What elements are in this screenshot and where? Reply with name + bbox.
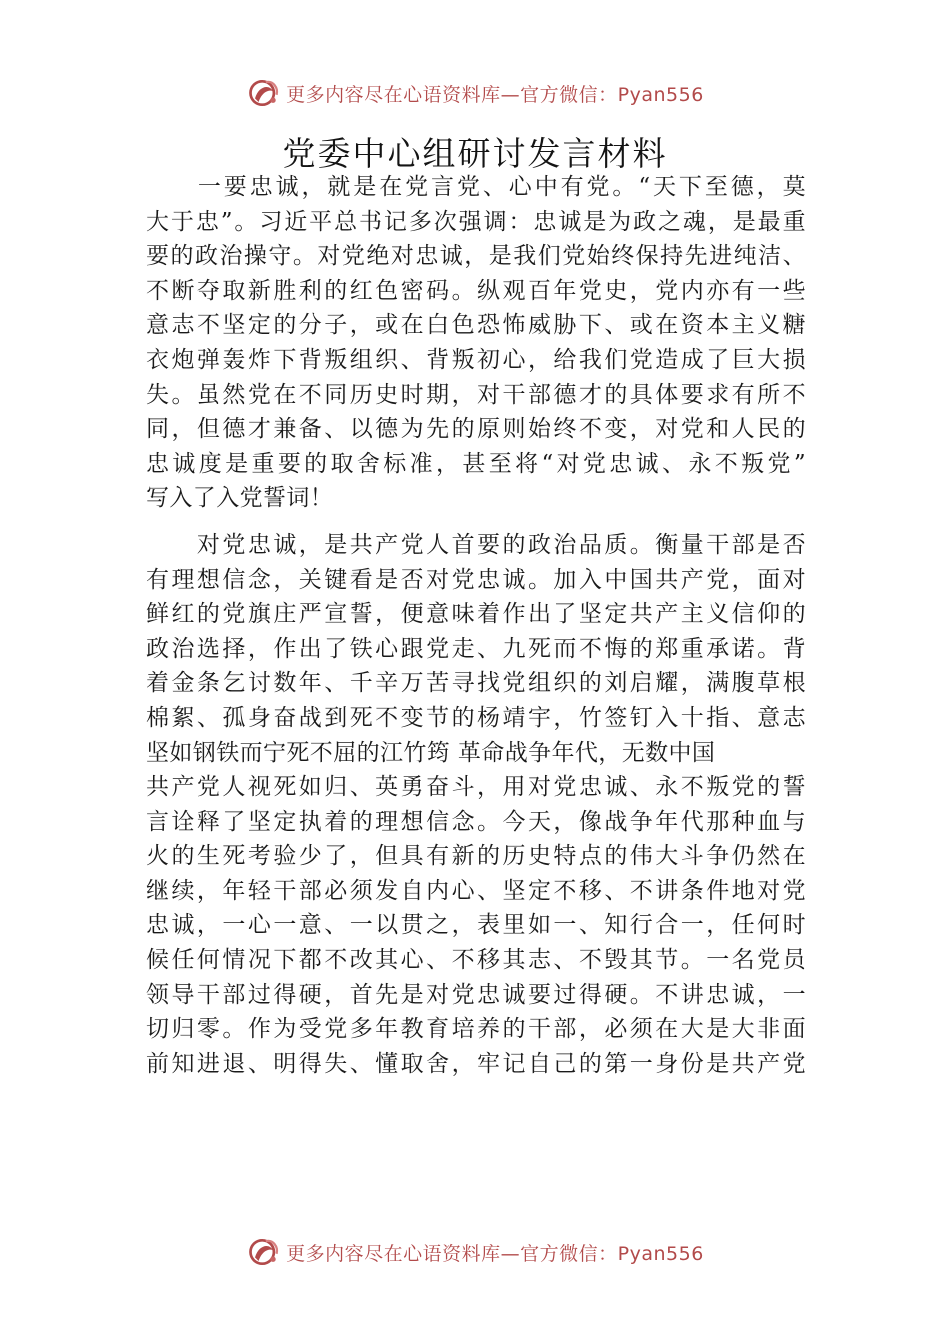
text-line: 继续，年轻干部必须发自内心、坚定不移、不讲条件地对党: [146, 877, 806, 904]
text-line: 言诠释了坚定执着的理想信念。今天，像战争年代那种血与: [146, 808, 806, 835]
text-line: 鲜红的党旗庄严宣誓，便意味着作出了坚定共产主义信仰的: [146, 601, 806, 628]
text-line: 对党忠诚，是共产党人首要的政治品质。衡量干部是否: [146, 531, 806, 558]
footer-watermark: [0, 1232, 950, 1272]
paragraph: [146, 528, 806, 1082]
paragraph: [146, 170, 806, 516]
text-line: 意志不坚定的分子，或在白色恐怖威胁下、或在资本主义糖: [146, 312, 806, 339]
text-line: 前知进退、明得失、懂取舍，牢记自己的第一身份是共产党: [146, 1050, 806, 1077]
text-line: 共产党人视死如归、英勇奋斗，用对党忠诚、永不叛党的誓: [146, 774, 806, 801]
header-watermark: [0, 73, 950, 113]
text-line: 着金条乞讨数年、千辛万苦寻找党组织的刘启耀，满腹草根: [146, 670, 806, 697]
text-line: 坚如钢铁而宁死不屈的江竹筠 革命战争年代，无数中国: [146, 739, 716, 766]
text-line: 忠诚，一心一意、一以贯之，表里如一、知行合一，任何时: [146, 912, 806, 939]
swirl-logo-icon: [246, 1234, 282, 1270]
swirl-logo-icon: [246, 75, 282, 111]
text-line: 要的政治操守。对党绝对忠诚，是我们党始终保持先进纯洁、: [146, 243, 806, 270]
document-body: [146, 170, 806, 1081]
text-line: 领导干部过得硬，首先是对党忠诚要过得硬。不讲忠诚，一: [146, 981, 806, 1008]
watermark-text: 更多内容尽在心语资料库—官方微信：Pyan556: [286, 1242, 704, 1265]
text-line: 一要忠诚，就是在党言党、心中有党。“天下至德，莫: [146, 174, 806, 200]
text-line: 不断夺取新胜利的红色密码。纵观百年党史，党内亦有一些: [146, 277, 806, 304]
text-line: 候任何情况下都不改其心、不移其志、不毁其节。一名党员: [146, 947, 806, 974]
text-line: 棉絮、孤身奋战到死不变节的杨靖宇，竹签钉入十指、意志: [146, 704, 806, 731]
text-line: 政治选择，作出了铁心跟党走、九死而不悔的郑重承诺。背: [146, 635, 806, 662]
text-line: 写入了入党誓词！: [146, 485, 334, 512]
text-line: 衣炮弹轰炸下背叛组织、背叛初心，给我们党造成了巨大损: [146, 346, 806, 373]
text-line: 有理想信念，关键看是否对党忠诚。加入中国共产党，面对: [146, 566, 806, 593]
text-line: 大于忠”。习近平总书记多次强调：忠诚是为政之魂，是最重: [146, 208, 806, 235]
text-line: 失。虽然党在不同历史时期，对干部德才的具体要求有所不: [146, 381, 806, 408]
document-title: 党委中心组研讨发言材料: [282, 134, 668, 173]
watermark-text: 更多内容尽在心语资料库—官方微信：Pyan556: [286, 83, 704, 106]
text-line: 同，但德才兼备、以德为先的原则始终不变，对党和人民的: [146, 416, 806, 443]
text-line: 忠诚度是重要的取舍标准，甚至将“对党忠诚、永不叛党”: [146, 450, 806, 477]
text-line: 切归零。作为受党多年教育培养的干部，必须在大是大非面: [146, 1016, 806, 1043]
text-line: 火的生死考验少了，但具有新的历史特点的伟大斗争仍然在: [146, 843, 806, 870]
